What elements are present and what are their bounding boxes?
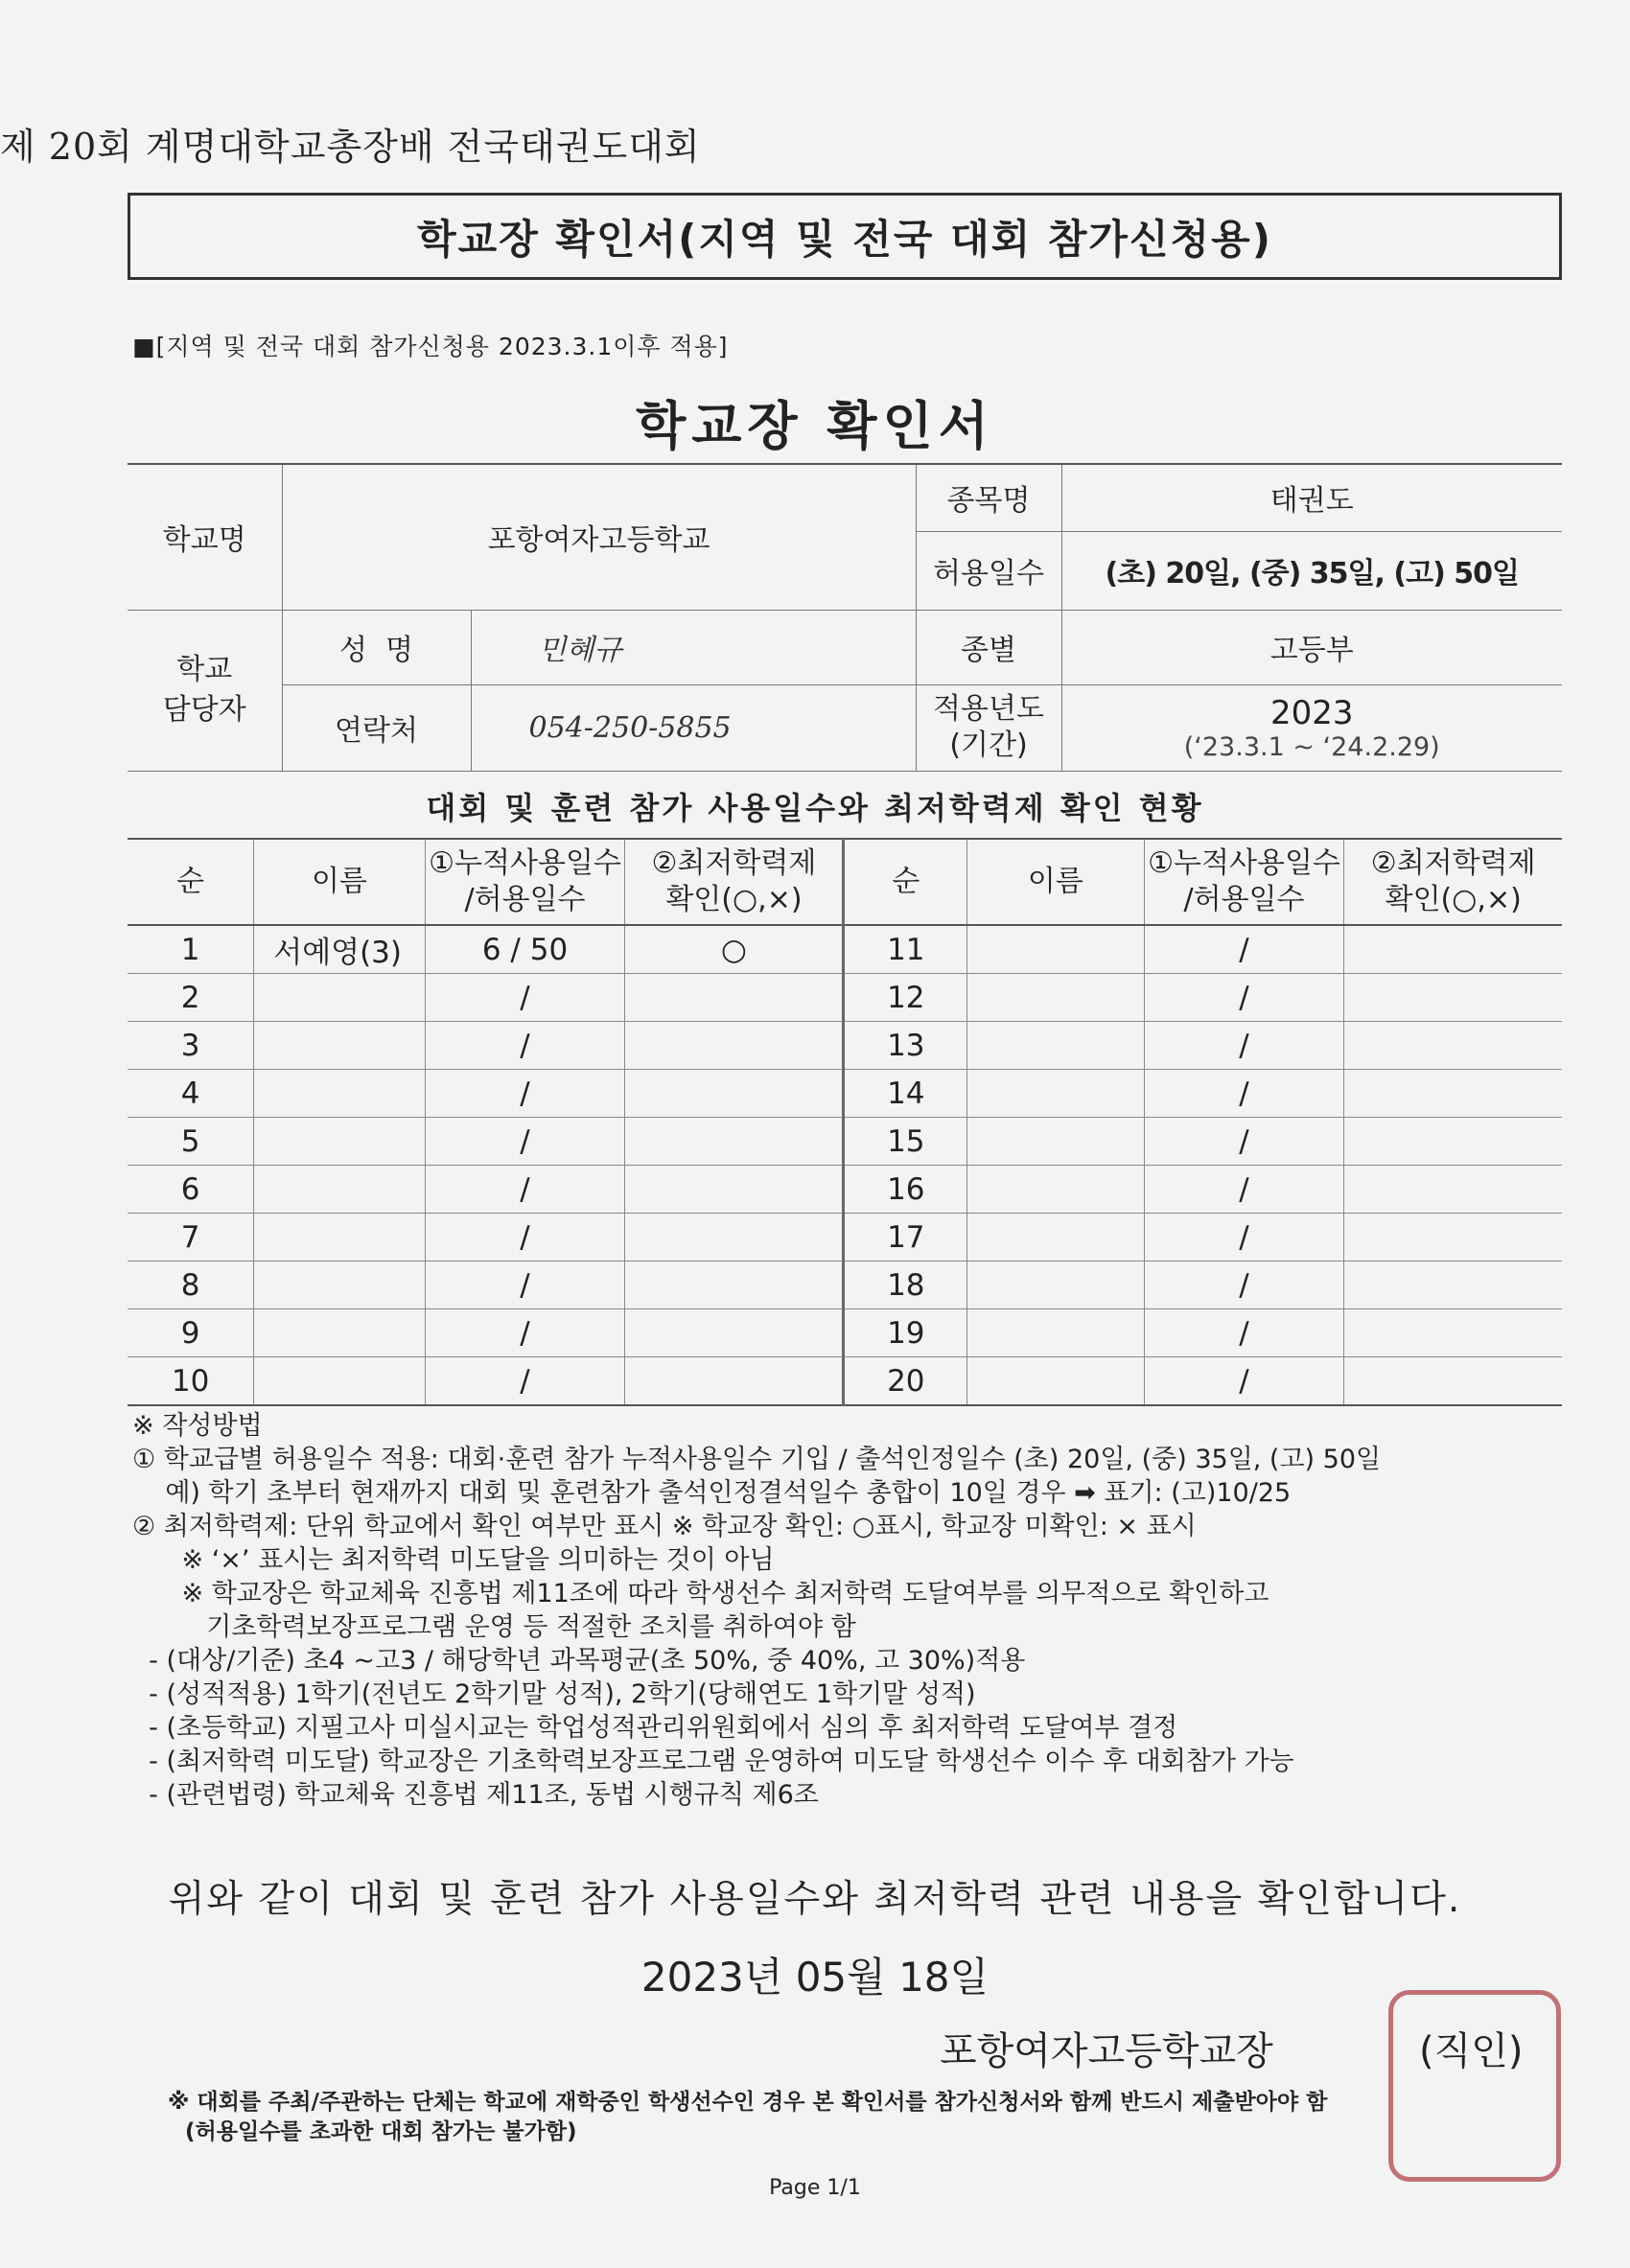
table-row: [128, 1118, 1562, 1166]
competition-title: 제 20회 계명대학교총장배 전국태권도대회: [0, 126, 701, 168]
cell-name: [254, 1309, 425, 1357]
cell-min: [1344, 925, 1562, 974]
allowed-value: (초) 20일, (중) 35일, (고) 50일: [1061, 531, 1562, 610]
cell-name: [967, 925, 1144, 974]
cell-days: /: [425, 1309, 625, 1357]
cell-name: [254, 974, 425, 1022]
cell-days: 6 / 50: [425, 925, 625, 974]
table-row: [128, 1070, 1562, 1118]
cell-no: 9: [128, 1309, 254, 1357]
info-table: [128, 463, 1562, 772]
cell-days: /: [1144, 925, 1344, 974]
footnote-line-2: (허용일수를 초과한 대회 참가는 불가함): [185, 2119, 577, 2144]
section-title: 대회 및 훈련 참가 사용일수와 최저학력제 확인 현황: [426, 790, 1204, 826]
cell-no: 20: [844, 1357, 967, 1406]
name-label: 성 명: [282, 610, 471, 684]
table-row: [128, 1309, 1562, 1357]
school-name: 포항여자고등학교: [282, 464, 916, 610]
cell-no: 2: [128, 974, 254, 1022]
table-row: [128, 1166, 1562, 1214]
cell-no: 12: [844, 974, 967, 1022]
header-no: 순: [844, 839, 967, 925]
principal-name: 포항여자고등학교장: [940, 2029, 1273, 2073]
cell-min: [1344, 1261, 1562, 1309]
year-period: (‘23.3.1 ~ ‘24.2.29): [1183, 731, 1440, 762]
header-no: 순: [128, 839, 254, 925]
cell-min: [1344, 974, 1562, 1022]
table-header-row: [128, 839, 1562, 925]
cell-days: /: [425, 1357, 625, 1406]
footnote: [168, 2088, 1327, 2147]
cell-name: [967, 1022, 1144, 1070]
cell-name: [254, 1118, 425, 1166]
cell-min: [1344, 1214, 1562, 1261]
cell-no: 13: [844, 1022, 967, 1070]
cell-days: /: [425, 1166, 625, 1214]
cell-min: [625, 974, 844, 1022]
seal-label: (직인): [1419, 2029, 1524, 2073]
cell-name: [254, 1166, 425, 1214]
cell-no: 1: [128, 925, 254, 974]
cell-min: [1344, 1309, 1562, 1357]
instruction-line: ※ 작성방법: [132, 1411, 263, 1441]
cell-days: /: [1144, 1118, 1344, 1166]
cell-name: [967, 1118, 1144, 1166]
cell-no: 16: [844, 1166, 967, 1214]
cell-min: [1344, 1166, 1562, 1214]
cell-days: /: [425, 1118, 625, 1166]
table-row: [128, 1214, 1562, 1261]
instruction-line: 기초학력보장프로그램 운영 등 적절한 조치를 취하여야 함: [132, 1612, 856, 1642]
table-row: [128, 1022, 1562, 1070]
cell-name: [254, 1261, 425, 1309]
cell-no: 8: [128, 1261, 254, 1309]
cell-name: [967, 974, 1144, 1022]
header-min: ②최저학력제 확인(○,×): [625, 839, 844, 925]
cell-days: /: [1144, 1309, 1344, 1357]
cell-min: [625, 1309, 844, 1357]
division-label: 종별: [916, 610, 1061, 684]
cell-name: [967, 1309, 1144, 1357]
confirm-statement: 위와 같이 대회 및 훈련 참가 사용일수와 최저학력 관련 내용을 확인합니다.: [168, 1878, 1462, 1921]
athlete-table: [128, 838, 1562, 1406]
year-value: 2023: [1269, 693, 1354, 732]
cell-min: [625, 1166, 844, 1214]
cell-days: /: [425, 974, 625, 1022]
cell-min: [1344, 1070, 1562, 1118]
cell-min: [625, 1022, 844, 1070]
allowed-label: 허용일수: [916, 531, 1061, 610]
instruction-line: ① 학교급별 허용일수 적용: 대회·훈련 참가 누적사용일수 기입 / 출석인정일수 (초) 20일, (중) 35일, (고) 50일: [132, 1445, 1382, 1474]
cell-days: /: [1144, 974, 1344, 1022]
table-row: [128, 1261, 1562, 1309]
cell-days: /: [425, 1070, 625, 1118]
table-row: [128, 1357, 1562, 1406]
cell-days: /: [425, 1214, 625, 1261]
instruction-line: - (대상/기준) 초4 ~고3 / 해당학년 과목평균(초 50%, 중 40%, 고 30%)적용: [132, 1646, 1026, 1676]
cell-name: [254, 1022, 425, 1070]
cell-name: [254, 1357, 425, 1406]
cell-no: 17: [844, 1214, 967, 1261]
cell-name: [967, 1070, 1144, 1118]
manager-label: 학교 담당자: [128, 610, 282, 771]
cell-no: 18: [844, 1261, 967, 1309]
cell-min: [625, 1118, 844, 1166]
table-row: [128, 974, 1562, 1022]
year-label: 적용년도 (기간): [916, 684, 1061, 771]
instruction-line: 예) 학기 초부터 현재까지 대회 및 훈련참가 출석인정결석일수 총합이 10일 경우 ➡ 표기: (고)10/25: [132, 1478, 1292, 1508]
contact-value: 054-250-5855: [471, 684, 916, 771]
cell-name: [967, 1166, 1144, 1214]
cell-min: [625, 1070, 844, 1118]
cell-no: 5: [128, 1118, 254, 1166]
cell-no: 11: [844, 925, 967, 974]
cell-days: /: [1144, 1070, 1344, 1118]
official-seal-stamp: [1388, 1990, 1561, 2182]
cell-name: [967, 1214, 1144, 1261]
page-number: Page 1/1: [769, 2176, 861, 2200]
footnote-line-1: ※ 대회를 주최/주관하는 단체는 학교에 재학중인 학생선수인 경우 본 확인서를 참가신청서와 함께 반드시 제출받아야 함: [168, 2090, 1328, 2115]
sub-note: ■[지역 및 전국 대회 참가신청용 2023.3.1이후 적용]: [132, 333, 729, 360]
school-label: 학교명: [128, 464, 282, 610]
cell-no: 6: [128, 1166, 254, 1214]
instruction-line: - (초등학교) 지필고사 미실시교는 학업성적관리위원회에서 심의 후 최저학력 도달여부 결정: [132, 1713, 1178, 1743]
header-name: 이름: [254, 839, 425, 925]
header-min: ②최저학력제 확인(○,×): [1344, 839, 1562, 925]
cell-min: [1344, 1022, 1562, 1070]
writing-instructions: [132, 1409, 1551, 1812]
cell-no: 19: [844, 1309, 967, 1357]
cell-min: [625, 1214, 844, 1261]
instruction-line: ② 최저학력제: 단위 학교에서 확인 여부만 표시 ※ 학교장 확인: ○표시, 학교장 미확인: × 표시: [132, 1512, 1197, 1541]
header-days: ①누적사용일수 /허용일수: [1144, 839, 1344, 925]
cell-no: 3: [128, 1022, 254, 1070]
cell-days: /: [1144, 1261, 1344, 1309]
table-row: [128, 925, 1562, 974]
cell-days: /: [425, 1022, 625, 1070]
instruction-line: - (최저학력 미도달) 학교장은 기초학력보장프로그램 운영하여 미도달 학생선수 이수 후 대회참가 가능: [132, 1747, 1294, 1776]
main-title: 학교장 확인서: [636, 396, 994, 456]
cell-no: 14: [844, 1070, 967, 1118]
sport-label: 종목명: [916, 464, 1061, 531]
cell-min: [1344, 1118, 1562, 1166]
instruction-line: ※ 학교장은 학교체육 진흥법 제11조에 따라 학생선수 최저학력 도달여부를 의무적으로 확인하고: [132, 1579, 1269, 1608]
cell-no: 10: [128, 1357, 254, 1406]
manager-name: 민혜규: [471, 610, 916, 684]
document-title-box: [128, 193, 1562, 280]
cell-name: 서예영(3): [254, 925, 425, 974]
document-box-title: 학교장 확인서(지역 및 전국 대회 참가신청용): [417, 215, 1272, 263]
cell-no: 7: [128, 1214, 254, 1261]
division-value: 고등부: [1061, 610, 1562, 684]
year-cell: [1061, 684, 1562, 771]
cell-days: /: [1144, 1166, 1344, 1214]
cell-days: /: [1144, 1357, 1344, 1406]
cell-days: /: [1144, 1214, 1344, 1261]
cell-min: ○: [625, 925, 844, 974]
sport-value: 태권도: [1061, 464, 1562, 531]
cell-name: [967, 1357, 1144, 1406]
contact-label: 연락처: [282, 684, 471, 771]
header-days: ①누적사용일수 /허용일수: [425, 839, 625, 925]
cell-no: 15: [844, 1118, 967, 1166]
cell-name: [254, 1214, 425, 1261]
instruction-line: - (성적적용) 1학기(전년도 2학기말 성적), 2학기(당해연도 1학기말 성적): [132, 1679, 976, 1709]
cell-min: [625, 1357, 844, 1406]
instruction-line: - (관련법령) 학교체육 진흥법 제11조, 동법 시행규칙 제6조: [132, 1780, 819, 1810]
cell-name: [254, 1070, 425, 1118]
cell-min: [1344, 1357, 1562, 1406]
confirm-date: 2023년 05월 18일: [640, 1954, 990, 2001]
cell-no: 4: [128, 1070, 254, 1118]
instruction-line: ※ ‘×’ 표시는 최저학력 미도달을 의미하는 것이 아님: [132, 1545, 775, 1575]
cell-min: [625, 1261, 844, 1309]
cell-days: /: [1144, 1022, 1344, 1070]
cell-name: [967, 1261, 1144, 1309]
cell-days: /: [425, 1261, 625, 1309]
header-name: 이름: [967, 839, 1144, 925]
